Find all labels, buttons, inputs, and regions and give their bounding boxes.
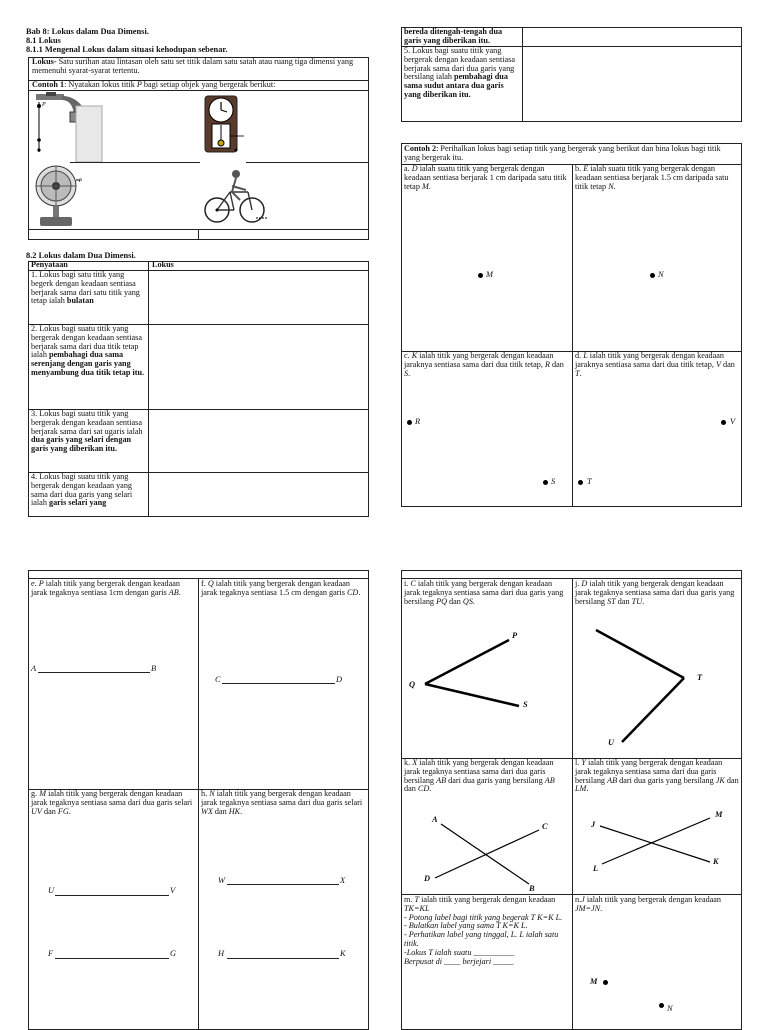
label-k-h: K: [340, 949, 346, 958]
point-n-n: [659, 1003, 664, 1008]
label-p-i: P: [512, 631, 518, 640]
lokus-statement-1: 1. Lokus bagi satu titik yang begerk dengan keadaan sentiasa berjarak sama dari satu titik yang tetap ialah bulatan: [31, 270, 140, 306]
col-penyataan-header: Penyataan: [31, 260, 68, 269]
label-d-f: D: [336, 675, 343, 684]
label-w-h: W: [218, 876, 225, 885]
label-b-e: B: [151, 664, 157, 673]
question-e: e. P ialah titik yang bergerak dengan keadaan jarak tegaknya sentiasa 1cm dengan garis AB.: [31, 579, 181, 597]
question-b: b. E ialah suatu titik yang bergerak dengan keadaan sentiasa berjarak 1.5 cm daripada satu titik tetap N.: [575, 164, 729, 191]
point-v: [721, 420, 726, 425]
pendulum-clock-picture: [200, 92, 245, 157]
label-t-d: T: [587, 477, 592, 486]
question-d: d. L ialah titik yang bergerak dengan keadaan jaraknya sentiasa sama dari dua titik tetap, V dan T.: [575, 351, 735, 378]
question-n: n.J ialah titik yang bergerak dengan keadaan JM=JN.: [575, 895, 722, 913]
step-5: Berpusat di ____ berjejari _____: [404, 956, 514, 966]
label-r: R: [415, 417, 421, 426]
label-l-l: L: [593, 864, 599, 873]
label-u-j: U: [608, 738, 615, 747]
label-m-a: M: [486, 270, 493, 279]
question-f: f. Q ialah titik yang bergerak dengan keadaan jarak tegaknya sentiasa 1.5 cm dengan garis CD.: [201, 579, 361, 597]
chapter-title: Bab 8: Lokus dalam Dua Dimensi.: [26, 27, 149, 36]
point-m-n: [603, 980, 608, 985]
label-a-k: A: [432, 815, 438, 824]
label-g-g: G: [170, 949, 177, 958]
label-d-k: D: [424, 874, 431, 883]
contoh1-prompt: Contoh 1: Nyatakan lokus titik P bagi setiap objek yang bergerak berikut:: [32, 80, 276, 89]
label-s: S: [551, 477, 556, 486]
label-x-h: X: [340, 876, 346, 885]
question-g: g. M ialah titik yang bergerak dengan keadaan jarak tegaknya sentiasa sama dari dua garis selari UV dan FG.: [31, 789, 193, 816]
svg-text:P: P: [42, 102, 46, 108]
question-c: c. K ialah titik yang bergerak dengan keadaan jaraknya sentiasa sama dari dua titik tetap, R dan S.: [404, 351, 564, 378]
label-u-g: U: [48, 886, 55, 895]
lokus-statement-4-cont: bereda ditengah-tengah dua garis yang diberikan itu.: [404, 27, 503, 45]
line-hk: [227, 958, 339, 959]
question-k: k. X ialah titik yang bergerak dengan keadaan jarak tegaknya sentiasa sama dari dua garis bersilang AB dari dua garis yang bersilang AB dan CD.: [404, 758, 555, 794]
intersecting-lines-pq-qs: [401, 578, 572, 758]
label-k-l: K: [713, 857, 719, 866]
point-n-b: [650, 273, 655, 278]
lokus-definition: Lokus- Satu surihan atau lintasan oleh satu set titik dalam satu satah atau ruang tiga dimensi yang memenuhi syarat-syarat tertentu.: [32, 57, 354, 75]
contoh2-prompt: Contoh 2: Perihalkan lokus bagi setiap titik yang bergerak yang berikut dan bina lokus bagi titik yang bergerak itu.: [404, 144, 721, 162]
lokus-statement-5: 5. Lokus bagi suatu titik yang bergerak dengan keadaan sentiasa berjarak sama dari dua garis yang bersilang ialah pembahagi dua sama sudut antara dua garis yang diberikan itu.: [404, 46, 516, 99]
label-f-g: F: [48, 949, 54, 958]
faucet-picture: [32, 92, 102, 162]
point-m-a: [478, 273, 483, 278]
line-fg: [55, 958, 169, 959]
col-lokus-header: Lokus: [152, 260, 174, 269]
label-b-k: B: [529, 884, 535, 893]
question-a: a. D ialah suatu titik yang bergerak dengan keadaan sentiasa berjarak 1 cm daripada satu titik tetap M.: [404, 164, 567, 191]
question-i: i. C ialah titik yang bergerak dengan keadaan jarak tegaknya sentiasa sama dari dua garis yang bersilang PQ dan QS.: [404, 579, 564, 606]
step-3: - Perhatikan label yang tinggal, L. L ialah satu titik.: [404, 930, 559, 948]
label-s-i: S: [523, 700, 528, 709]
point-t-d: [578, 480, 583, 485]
step-1: - Potong label bagi titik yang begerak T K=K L.: [404, 912, 563, 922]
line-wx: [227, 884, 339, 885]
label-n-b: N: [658, 270, 664, 279]
point-r: [407, 420, 412, 425]
label-t-j: T: [697, 673, 703, 682]
section-8-1-title: 8.1 Lokus: [26, 36, 61, 45]
fan-picture: [30, 164, 90, 228]
label-j-l: J: [591, 820, 596, 829]
question-m: m. T ialah titik yang bergerak dengan keadaan TK=KL - Potong label bagi titik yang begerak T K=K L. - Bulatkan label yang sama T K=K L. - Perhatikan label yang tinggal, L. L ialah satu titik. -Lokus T ialah suatu __________ Berpusat di ____ berjejari _____: [404, 896, 568, 966]
label-a-e: A: [31, 664, 37, 673]
svg-text:P: P: [79, 179, 83, 184]
question-l: l. Y ialah titik yang bergerak dengan keadaan jarak tegaknya sentiasa sama dari dua garis bersilang AB dari dua garis yang bersilang JK dan LM.: [575, 758, 739, 794]
label-c-k: C: [542, 822, 548, 831]
line-ab: [38, 672, 150, 673]
label-c-f: C: [215, 675, 221, 684]
label-n-n: N: [667, 1004, 673, 1013]
label-v: V: [730, 417, 736, 426]
label-m-l: M: [715, 810, 723, 819]
lokus-statement-2: 2. Lokus bagi suatu titik yang bergerak dengan keadaan sentiasa berjarak sama dari dua titik tetap ialah pembahagi dua sama serenjang dengan garis yang menyambung dua titik tetap itu.: [31, 324, 145, 377]
question-h: h. N ialah titik yang bergerak dengan keadaan jarak tegaknya sentiasa sama dari dua garis selari WX dan HK.: [201, 789, 363, 816]
intersecting-lines-st-tu: [572, 578, 742, 758]
label-m-n: M: [590, 977, 598, 986]
step-2: - Bulatkan label yang sama T K=K L.: [404, 921, 528, 931]
step-4: -Lokus T ialah suatu __________: [404, 947, 515, 957]
intersecting-lines-jk-lm: [572, 758, 742, 894]
label-v-g: V: [170, 886, 176, 895]
question-j: j. D ialah titik yang bergerak dengan keadaan jarak tegaknya sentiasa sama dari dua garis yang bersilang ST dan TU.: [575, 579, 735, 606]
label-q-i: Q: [409, 680, 416, 689]
section-8-2-title: 8.2 Lokus dalam Dua Dimensi.: [26, 251, 136, 260]
line-uv: [55, 895, 169, 896]
lokus-statement-3: 3. Lokus bagi suatu titik yang bergerak dengan keadaan sentiasa berjarak sama dari sat ugaris ialah dua garis yang selari dengan garis yang diberikan itu.: [31, 409, 143, 454]
bicycle-picture: [200, 166, 270, 226]
section-8-1-1-title: 8.1.1 Mengenal Lokus dalam situasi kehodupan sebenar.: [26, 45, 228, 54]
line-cd: [222, 683, 335, 684]
label-h-h: H: [218, 949, 225, 958]
point-s: [543, 480, 548, 485]
lokus-statement-4: 4. Lokus bagi suatu titik yang bergerak dengan keadaan yang sama dari dua garis yang selari ialah garis selari yang: [31, 472, 133, 508]
